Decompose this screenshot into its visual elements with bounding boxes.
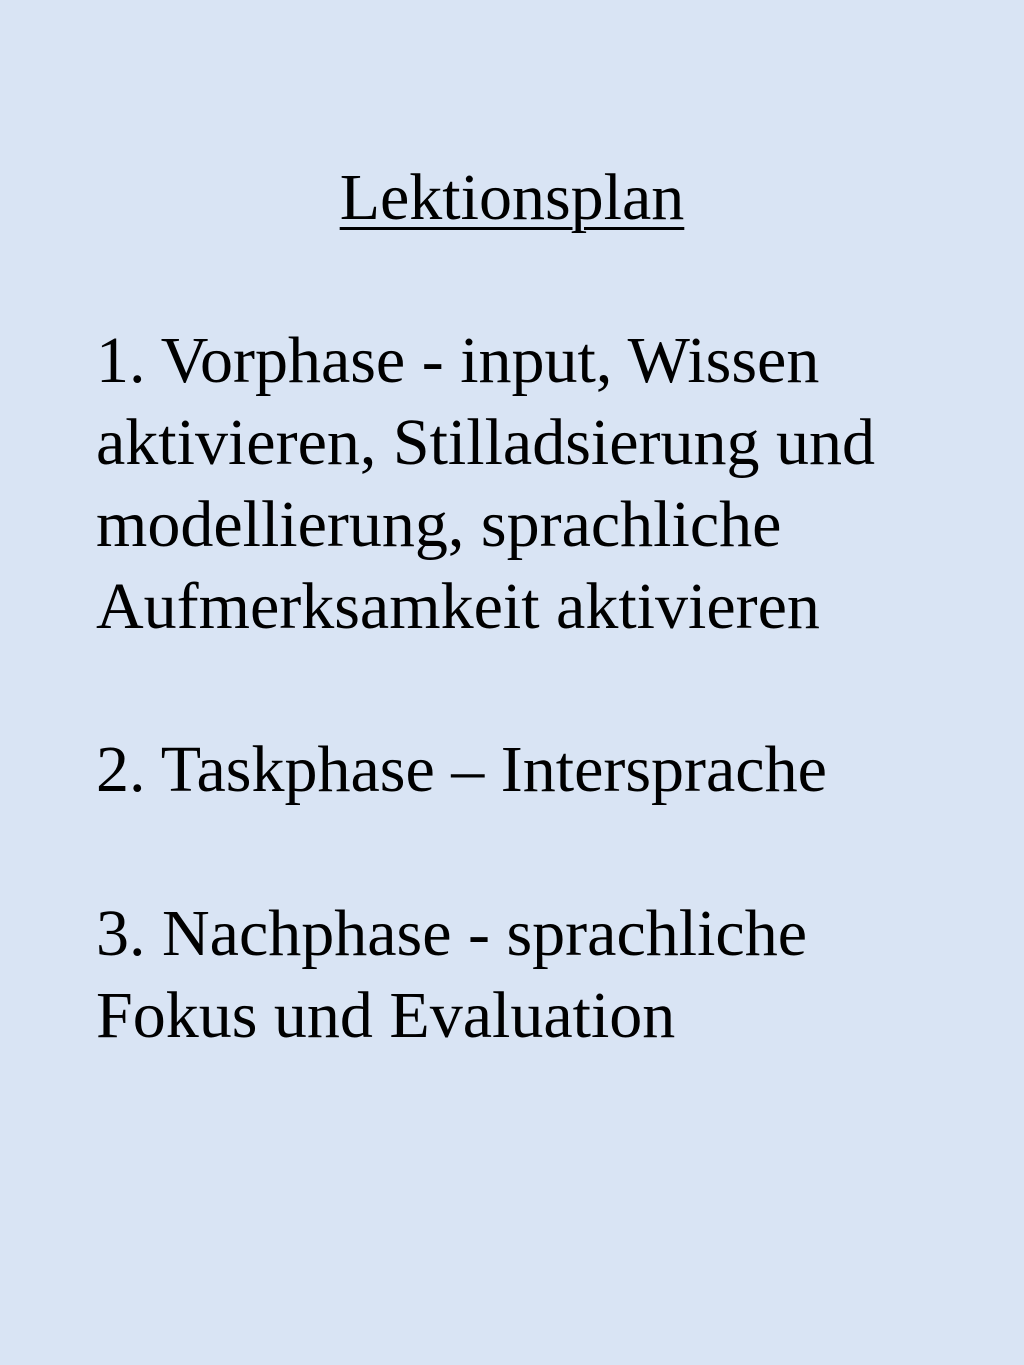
lesson-phase-1-line-4: Aufmerksamkeit aktivieren [96,570,820,643]
lesson-phase-3-line-1: 3. Nachphase - sprachliche [96,897,808,970]
slide-title [0,158,1024,238]
lesson-phase-1-line-1: 1. Vorphase - input, Wissen [96,324,820,397]
lesson-phase-2 [96,729,976,811]
lesson-phase-1-line-2: aktivieren, Stilladsierung und [96,406,876,479]
lesson-phase-3-line-2: Fokus und Evaluation [96,979,676,1052]
lesson-phase-3 [96,893,976,1057]
slide-title-text: Lektionsplan [339,161,685,234]
lesson-phase-1 [96,320,976,648]
lesson-phase-1-line-3: modellierung, sprachliche [96,488,782,561]
lesson-phase-2-line-1: 2. Taskphase – Intersprache [96,733,827,806]
